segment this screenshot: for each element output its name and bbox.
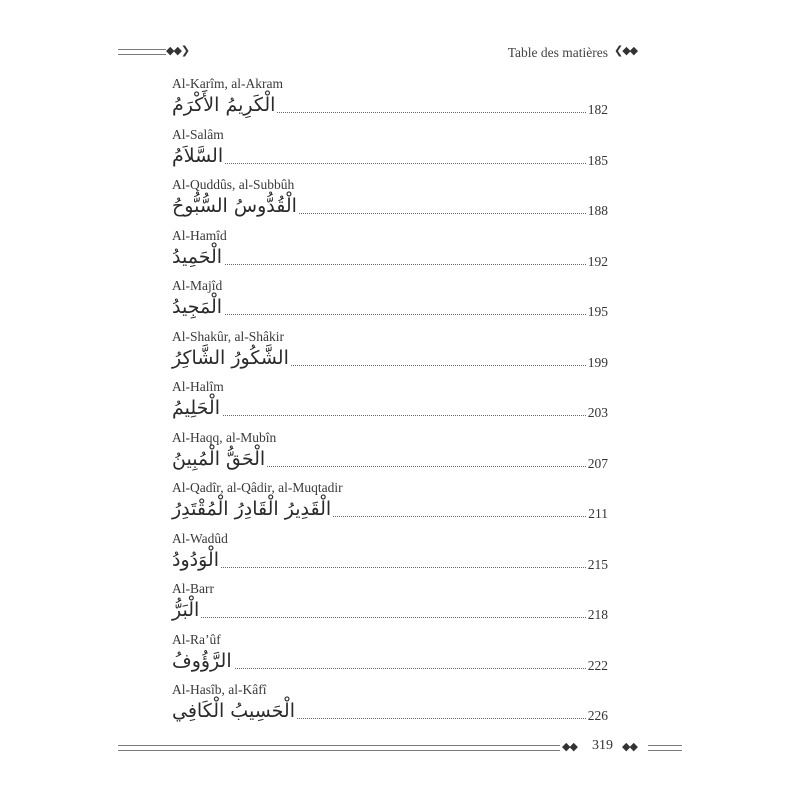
entry-page-number: 222 [587, 657, 608, 673]
entry-line [172, 347, 608, 373]
entry-page-number: 182 [587, 102, 608, 117]
toc-entry[interactable] [172, 632, 608, 683]
entry-page-number: 192 [587, 253, 608, 269]
entry-transliteration: Al-Hamîd [172, 227, 227, 243]
entry-transliteration: Al-Quddûs, al-Subbûh [172, 177, 295, 192]
entry-arabic-name: الْحَسِيبُ الْكَافِي [172, 700, 295, 722]
entry-line [172, 599, 608, 625]
entry-transliteration: Al-Haqq, al-Mubîn [172, 429, 277, 445]
entry-line [172, 448, 608, 474]
toc-entry[interactable] [172, 228, 608, 279]
entry-line [172, 650, 608, 676]
entry-arabic-name: الْبَرُّ [172, 599, 200, 621]
entry-transliteration: Al-Shakûr, al-Shâkir [172, 328, 284, 344]
entry-line [172, 700, 608, 726]
page-header [0, 40, 800, 68]
toc-entry[interactable] [172, 379, 608, 430]
page-footer [0, 738, 800, 758]
entry-page-number: 226 [587, 708, 608, 723]
dot-leader [172, 415, 608, 416]
entry-page-number: 203 [587, 405, 608, 420]
toc-entry[interactable] [172, 430, 608, 481]
entry-arabic-name: الرَّؤُوفُ [172, 649, 232, 672]
entry-arabic-name: الْحَلِيمُ [172, 397, 221, 419]
ornament-footer-right-icon: ◆◆ [622, 740, 637, 753]
toc-entries [172, 76, 608, 733]
entry-arabic-name: الْكَرِيمُ الأَكْرَمُ [172, 94, 276, 116]
entry-page-number: 195 [587, 304, 608, 319]
entry-transliteration: Al-Ra’ûf [172, 631, 221, 647]
entry-arabic-name: الْحَقُّ الْمُبِينُ [172, 447, 266, 470]
footer-rule-right [648, 745, 682, 751]
entry-transliteration: Al-Wadûd [172, 530, 228, 546]
toc-entry[interactable] [172, 329, 608, 380]
entry-line [172, 145, 608, 171]
toc-entry[interactable] [172, 581, 608, 632]
entry-arabic-name: السَّلاَمُ [172, 144, 224, 167]
toc-entry[interactable] [172, 278, 608, 329]
entry-transliteration: Al-Halîm [172, 379, 224, 394]
running-title: Table des matières [507, 45, 608, 60]
entry-transliteration: Al-Karîm, al-Akram [172, 76, 283, 91]
entry-page-number: 211 [588, 506, 608, 521]
dot-leader [172, 617, 608, 618]
entry-page-number: 207 [587, 455, 608, 471]
toc-entry[interactable] [172, 531, 608, 582]
footer-rule-left [118, 745, 560, 751]
entry-line [172, 94, 608, 120]
entry-transliteration: Al-Hasîb, al-Kâfî [172, 682, 267, 697]
dot-leader [172, 264, 608, 265]
entry-line [172, 296, 608, 322]
entry-page-number: 218 [587, 607, 608, 622]
entry-line [172, 549, 608, 575]
ornament-right-icon: ❮◆◆ [614, 44, 638, 57]
toc-entry[interactable] [172, 177, 608, 228]
entry-arabic-name: الْمَجِيدُ [172, 296, 223, 318]
entry-line [172, 498, 608, 524]
entry-transliteration: Al-Salâm [172, 126, 224, 142]
entry-page-number: 199 [587, 354, 608, 370]
dot-leader [172, 567, 608, 568]
toc-entry[interactable] [172, 682, 608, 733]
toc-entry[interactable] [172, 127, 608, 178]
entry-transliteration: Al-Barr [172, 581, 214, 596]
header-rule-left [118, 49, 166, 55]
entry-arabic-name: الْقُدُّوسُ السُّبُّوحُ [172, 195, 297, 217]
toc-entry[interactable] [172, 480, 608, 531]
entry-arabic-name: الْقَدِيرُ الْقَادِرُ الْمُقْتَدِرُ [172, 498, 332, 520]
entry-line [172, 397, 608, 423]
page-number: 319 [592, 738, 613, 753]
entry-transliteration: Al-Majîd [172, 278, 223, 293]
entry-line [172, 246, 608, 272]
dot-leader [172, 314, 608, 315]
entry-page-number: 188 [587, 203, 608, 218]
entry-line [172, 195, 608, 221]
entry-arabic-name: الْوَدُودُ [172, 548, 219, 571]
entry-transliteration: Al-Qadîr, al-Qâdir, al-Muqtadir [172, 480, 343, 495]
toc-entry[interactable] [172, 76, 608, 127]
dot-leader [172, 163, 608, 164]
entry-page-number: 185 [587, 152, 608, 168]
ornament-left-icon: ◆◆❯ [166, 44, 190, 57]
ornament-footer-left-icon: ◆◆ [562, 740, 577, 753]
entry-arabic-name: الشَّكُورُ الشَّاكِرُ [172, 346, 289, 369]
entry-page-number: 215 [587, 556, 608, 572]
dot-leader [172, 668, 608, 669]
entry-arabic-name: الْحَمِيدُ [172, 245, 223, 268]
